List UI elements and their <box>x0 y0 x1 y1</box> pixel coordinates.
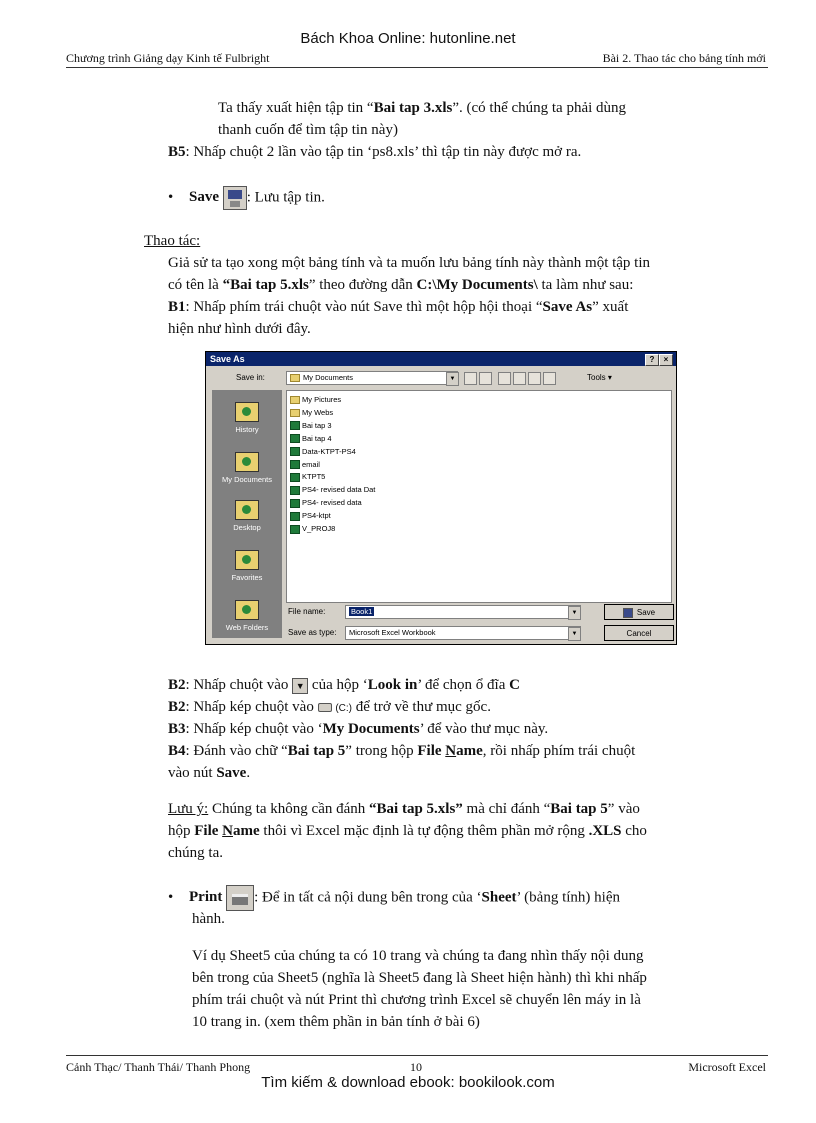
print-item-line-2: hành. <box>192 911 225 927</box>
step-b1: B1: Nhấp phím trái chuột vào nút Save thì một hộp hội thoại “Save As” xuất <box>168 299 629 315</box>
excel-file-icon <box>290 447 300 456</box>
delete-icon[interactable] <box>513 372 526 385</box>
history-icon <box>235 402 259 422</box>
folder-icon <box>290 396 300 404</box>
place-my-documents[interactable]: My Documents <box>212 452 282 484</box>
note-line-1: Lưu ý: Chúng ta không cần đánh “Bai tap 5.xls” mà chỉ đánh “Bai tap 5” vào <box>168 801 640 817</box>
save-as-type-label: Save as type: <box>288 628 337 637</box>
save-button[interactable]: Save <box>604 604 674 620</box>
cancel-button[interactable]: Cancel <box>604 625 674 641</box>
print-item: • Print : Để in tất cả nội dung bên trong của ‘Sheet’ (bảng tính) hiện <box>168 885 620 911</box>
file-name-text: PS4- revised data <box>302 498 362 508</box>
file-name-text: PS4- revised data Dat <box>302 485 376 495</box>
close-button[interactable]: × <box>659 354 673 366</box>
search-web-icon[interactable] <box>498 372 511 385</box>
step-b3: B3: Nhấp kép chuột vào ‘My Documents’ để vào thư mục này. <box>168 721 549 737</box>
thaotac-heading: Thao tác: <box>144 233 201 249</box>
new-folder-icon[interactable] <box>528 372 541 385</box>
footer-rule <box>66 1055 768 1056</box>
footer-right: Microsoft Excel <box>688 1060 766 1074</box>
up-folder-icon[interactable] <box>479 372 492 385</box>
note-line-3: chúng ta. <box>168 845 223 861</box>
file-list-item[interactable] <box>290 510 331 522</box>
file-name-text: Bai tap 4 <box>302 433 332 443</box>
print-para-2: bên trong của Sheet5 (nghĩa là Sheet5 đang là Sheet hiện hành) thì khi nhấp <box>192 970 647 986</box>
file-name-text: My Webs <box>302 407 334 417</box>
file-name-text: My Pictures <box>302 395 342 404</box>
file-list-item[interactable] <box>290 497 362 509</box>
place-history[interactable]: History <box>212 402 282 434</box>
back-icon[interactable] <box>464 372 477 385</box>
step-b2-drive: B2: Nhấp kép chuột vào (C:) để trở về thư mục gốc. <box>168 699 491 715</box>
folder-icon <box>290 409 300 417</box>
favorites-icon <box>235 550 259 570</box>
header-rule <box>66 67 768 68</box>
print-para-1: Ví dụ Sheet5 của chúng ta có 10 trang và chúng ta đang nhìn thấy nội dung <box>192 948 644 964</box>
file-list-item[interactable] <box>290 446 356 458</box>
file-name-label: File name: <box>288 607 326 616</box>
file-list-item[interactable] <box>290 394 341 406</box>
save-item: • Save : Lưu tập tin. <box>168 186 325 210</box>
file-list-item[interactable] <box>290 484 375 496</box>
file-list-item[interactable] <box>290 459 320 471</box>
page-number: 10 <box>410 1060 422 1074</box>
excel-file-icon <box>290 421 300 430</box>
excel-file-icon <box>290 486 300 495</box>
bullet: • <box>168 189 174 206</box>
save-in-label: Save in: <box>236 373 265 382</box>
tools-menu[interactable]: Tools ▾ <box>587 373 612 382</box>
file-list-item[interactable] <box>290 433 332 445</box>
footer-left: Cảnh Thạc/ Thanh Thái/ Thanh Phong <box>66 1060 251 1074</box>
places-bar <box>212 390 282 638</box>
excel-file-icon <box>290 460 300 469</box>
printer-icon <box>226 885 254 911</box>
dialog-title-bar: Save As <box>206 352 676 366</box>
step-b5: B5: Nhấp chuột 2 lần vào tập tin ‘ps8.xls’ thì tập tin này được mở ra. <box>168 144 582 160</box>
note-line-2: hộp File Name thôi vì Excel mặc định là tự động thêm phần mở rộng .XLS cho <box>168 823 647 839</box>
file-name-input[interactable]: Book1 <box>345 605 581 619</box>
intro-line-2: thanh cuốn để tìm tập tin này) <box>218 122 398 138</box>
step-b1-line-2: hiện như hình dưới đây. <box>168 321 311 337</box>
save-as-type-dropdown-button[interactable]: ▼ <box>568 627 581 641</box>
file-list-item[interactable] <box>290 420 332 432</box>
print-para-3: phím trái chuột và nút Print thì chương trình Excel sẽ chuyển lên máy in là <box>192 992 641 1008</box>
file-name-text: PS4-ktpt <box>302 511 331 521</box>
save-as-dialog <box>205 351 677 645</box>
step-b4: B4: Đánh vào chữ “Bai tap 5” trong hộp File Name, rồi nhấp phím trái chuột <box>168 743 636 759</box>
step-b2-look-in: B2: Nhấp chuột vào ▼ của hộp ‘Look in’ để chọn ổ đĩa C <box>168 677 520 693</box>
drive-icon <box>318 703 332 712</box>
web-folders-icon <box>235 600 259 620</box>
file-name-text: Data-KTPT-PS4 <box>302 446 356 456</box>
help-button[interactable]: ? <box>645 354 659 366</box>
step-b4-line-2: vào nút Save. <box>168 765 251 781</box>
header-left: Chương trình Giảng dạy Kinh tế Fulbright <box>66 51 270 65</box>
dropdown-arrow-icon: ▼ <box>292 678 308 694</box>
file-name-text: email <box>302 459 320 469</box>
file-name-dropdown-button[interactable]: ▼ <box>568 606 581 620</box>
intro-line-1: Ta thấy xuất hiện tập tin “Bai tap 3.xls”. (có thể chúng ta phải dùng <box>218 100 627 116</box>
place-web-folders[interactable]: Web Folders <box>212 600 282 632</box>
header-right: Bài 2. Thao tác cho bảng tính mới <box>602 51 766 65</box>
excel-file-icon <box>290 499 300 508</box>
file-list-item[interactable] <box>290 471 325 483</box>
place-desktop[interactable]: Desktop <box>212 500 282 532</box>
file-name-text: Bai tap 3 <box>302 420 332 430</box>
print-para-4: 10 trang in. (xem thêm phần in bản tính ở bài 6) <box>192 1014 480 1030</box>
place-favorites[interactable]: Favorites <box>212 550 282 582</box>
excel-file-icon <box>290 473 300 482</box>
file-list[interactable] <box>286 390 672 603</box>
bullet: • <box>168 889 174 906</box>
views-icon[interactable] <box>543 372 556 385</box>
header-watermark: Bách Khoa Online: hutonline.net <box>300 30 516 47</box>
thaotac-line-2: có tên là “Bai tap 5.xls” theo đường dẫn C:\My Documents\ ta làm như sau: <box>168 277 634 293</box>
footer-watermark: Tìm kiếm & download ebook: bookilook.com <box>261 1074 555 1091</box>
save-icon <box>623 608 633 618</box>
excel-file-icon <box>290 525 300 534</box>
desktop-icon <box>235 500 259 520</box>
folder-icon <box>290 374 300 382</box>
save-disk-icon <box>223 186 247 210</box>
file-list-item[interactable] <box>290 407 333 419</box>
file-name-text: KTPT5 <box>302 472 326 482</box>
save-in-select[interactable]: My Documents <box>286 371 458 385</box>
excel-file-icon <box>290 434 300 443</box>
save-in-dropdown-button[interactable]: ▼ <box>446 372 459 386</box>
excel-file-icon <box>290 512 300 521</box>
save-as-type-select[interactable]: Microsoft Excel Workbook <box>345 626 581 640</box>
file-name-text: V_PROJ8 <box>302 524 336 533</box>
file-list-item[interactable] <box>290 523 335 535</box>
thaotac-line-1: Giả sử ta tạo xong một bảng tính và ta muốn lưu bảng tính này thành một tập tin <box>168 255 651 271</box>
my-documents-icon <box>235 452 259 472</box>
